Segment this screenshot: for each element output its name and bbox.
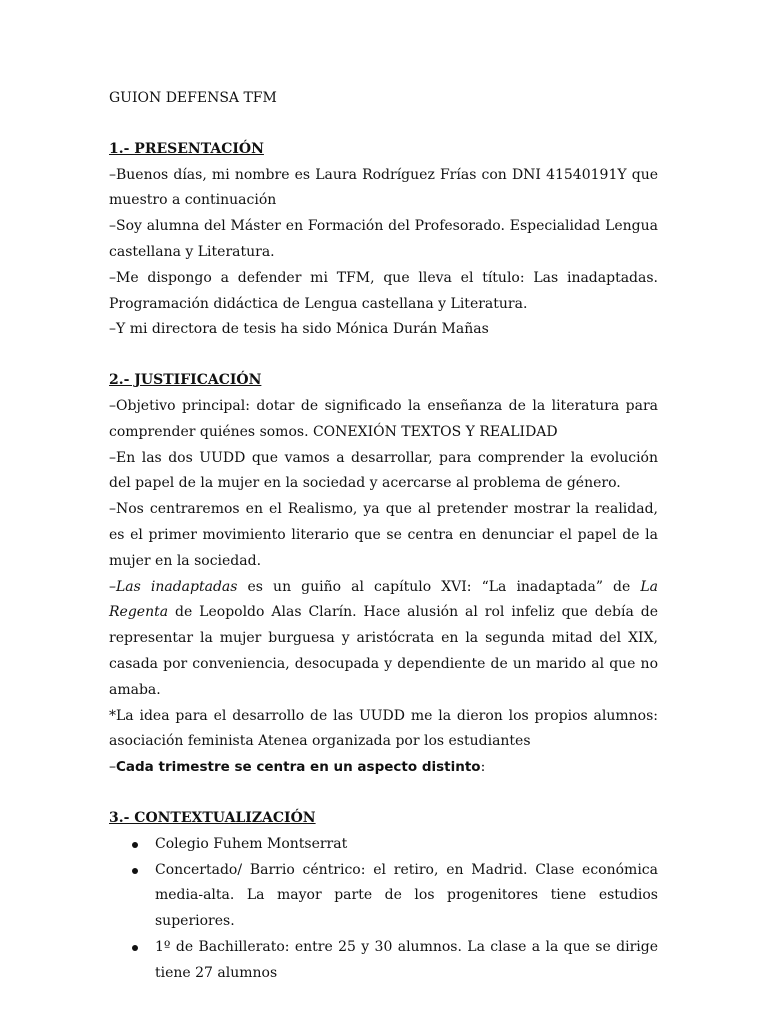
bullet-icon <box>132 868 138 874</box>
section-heading: 3.- CONTEXTUALIZACIÓN <box>109 809 316 826</box>
section-contextualizacion <box>109 806 658 987</box>
regenta-text-b: de Leopoldo Alas Clarín. Hace alusión al rol infeliz que debía de representar la mujer burguesa y aristócrata en la segunda mitad del XIX, casada por conveniencia, desocupada y dependiente de un marido al que no amaba. <box>109 604 658 698</box>
paragraph: –Objetivo principal: dotar de significado la enseñanza de la literatura para comprender quiénes somos. CONEXIÓN TEXTOS Y REALIDAD <box>109 397 658 440</box>
section-presentacion <box>109 137 658 343</box>
spacer <box>109 343 658 368</box>
paragraph: –En las dos UUDD que vamos a desarrollar, para comprender la evolución del papel de la mujer en la sociedad y acercarse al problema de género. <box>109 449 658 492</box>
trimester-bold-text: Cada trimestre se centra en un aspecto distinto <box>116 759 481 776</box>
document-title: GUION DEFENSA TFM <box>109 90 277 106</box>
dash: – <box>109 578 116 595</box>
section-justificacion <box>109 368 658 781</box>
list-item <box>109 832 658 858</box>
dash: – <box>109 759 116 776</box>
section-heading: 1.- PRESENTACIÓN <box>109 140 264 157</box>
section-heading: 2.- JUSTIFICACIÓN <box>109 372 262 389</box>
list-item-text: 1º de Bachillerato: entre 25 y 30 alumnos. La clase a la que se dirige tiene 27 alumnos <box>155 938 658 981</box>
trimester-tail: : <box>480 759 486 776</box>
regenta-text-a: es un guiño al capítulo XVI: “La inadaptada” de <box>237 578 641 595</box>
italic-title: Las inadaptadas <box>116 578 238 595</box>
italic-novel-title: La Regenta <box>109 578 659 621</box>
note-paragraph: *La idea para el desarrollo de las UUDD me la dieron los propios alumnos: asociación feminista Atenea organizada por los estudiantes <box>109 707 658 750</box>
regenta-paragraph <box>109 575 658 704</box>
list-item-text: Colegio Fuhem Montserrat <box>155 835 348 852</box>
list-item <box>109 858 658 935</box>
paragraph: –Me dispongo a defender mi TFM, que lleva el título: Las inadaptadas. Programación didáctica de Lengua castellana y Literatura. <box>109 269 658 312</box>
bullet-list <box>109 832 658 987</box>
bullet-icon <box>132 945 138 951</box>
document-body <box>109 86 658 987</box>
spacer <box>109 112 658 137</box>
paragraph: –Soy alumna del Máster en Formación del Profesorado. Especialidad Lengua castellana y Literatura. <box>109 218 658 260</box>
paragraph: –Y mi directora de tesis ha sido Mónica Durán Mañas <box>109 321 489 338</box>
paragraph: –Nos centraremos en el Realismo, ya que al pretender mostrar la realidad, es el primer movimiento literario que se centra en denunciar el papel de la mujer en la sociedad. <box>109 501 658 569</box>
spacer <box>109 781 658 806</box>
bullet-icon <box>132 842 138 848</box>
paragraph: –Buenos días, mi nombre es Laura Rodríguez Frías con DNI 41540191Y que muestro a continuación <box>109 166 658 209</box>
list-item <box>109 935 658 987</box>
list-item-text: Concertado/ Barrio céntrico: el retiro, en Madrid. Clase económica media-alta. La mayor parte de los progenitores tiene estudios superiores. <box>155 861 658 930</box>
trimester-line <box>109 755 658 781</box>
